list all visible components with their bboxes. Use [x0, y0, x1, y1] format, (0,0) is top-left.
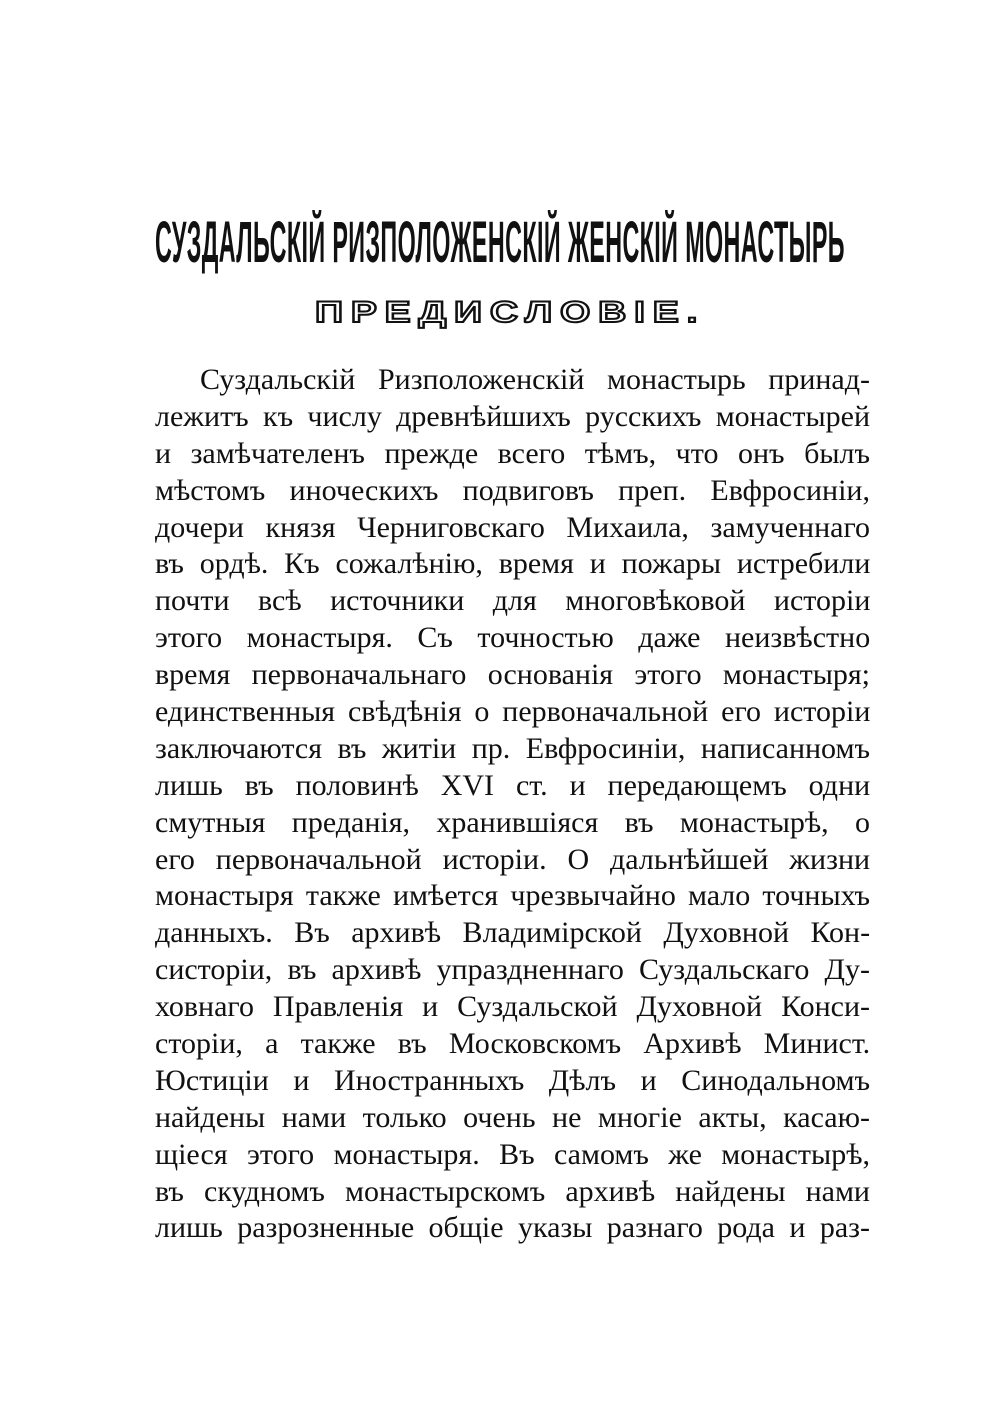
text-line: лежитъ къ числу древнѣйшихъ русскихъ монастырей	[155, 399, 870, 433]
text-line: ховнаго Правленiя и Суздальской Духовной Конси-	[155, 990, 870, 1024]
text-line: систорiи, въ архивѣ упраздненнаго Суздальскаго Ду-	[155, 953, 870, 987]
text-line: дочери князя Черниговскаго Михаила, замученнаго	[155, 510, 870, 544]
text-line: этого монастыря. Съ точностью даже неизвѣстно	[155, 621, 871, 655]
text-line: мѣстомъ иноческихъ подвиговъ преп. Евфросинiи,	[155, 473, 870, 507]
text-line: лишь разрозненные общiе указы разнаго рода и раз-	[155, 1211, 870, 1245]
text-line: въ скудномъ монастырскомъ архивѣ найдены нами	[155, 1174, 870, 1208]
text-line: монастыря также имѣется чрезвычайно мало точныхъ	[155, 879, 870, 913]
text-line: лишь въ половинѣ XVI ст. и передающемъ одни	[155, 768, 871, 802]
document-title: СУЗДАЛЬСКIЙ РИЗПОЛОЖЕНСКIЙ ЖЕНСКIЙ МОНАСТЫРЬ	[155, 210, 845, 275]
text-line: время первоначальнаго основанiя этого монастыря;	[155, 658, 870, 692]
text-line: найдены нами только очень не многiе акты, касаю-	[155, 1100, 870, 1134]
text-line: Суздальскiй Ризположенскiй монастырь принад-	[200, 363, 870, 396]
text-line: заключаются въ житiи пр. Евфросинiи, написанномъ	[155, 731, 870, 765]
text-line: смутныя преданiя, хранившiяся въ монастырѣ, о	[155, 805, 870, 839]
text-line: его первоначальной исторiи. О дальнѣйшей жизни	[155, 842, 871, 876]
body-text	[155, 362, 870, 1247]
text-line: Юстицiи и Иностранныхъ Дѣлъ и Синодальномъ	[155, 1063, 870, 1097]
text-line: и замѣчателенъ прежде всего тѣмъ, что онъ былъ	[155, 436, 870, 470]
text-line: въ ордѣ. Къ сожалѣнiю, время и пожары истребили	[155, 547, 871, 581]
section-heading: ПРЕДИСЛОВIЕ.	[315, 296, 706, 329]
text-line: единственныя свѣдѣнiя о первоначальной его исторiи	[155, 695, 871, 729]
text-line: щiеся этого монастыря. Въ самомъ же монастырѣ,	[155, 1137, 870, 1171]
text-line: сторiи, а также въ Московскомъ Архивѣ Минист.	[155, 1027, 871, 1061]
text-line: почти всѣ источники для многовѣковой исторiи	[155, 584, 871, 618]
text-line: данныхъ. Въ архивѣ Владимiрской Духовной Кон-	[155, 916, 871, 950]
